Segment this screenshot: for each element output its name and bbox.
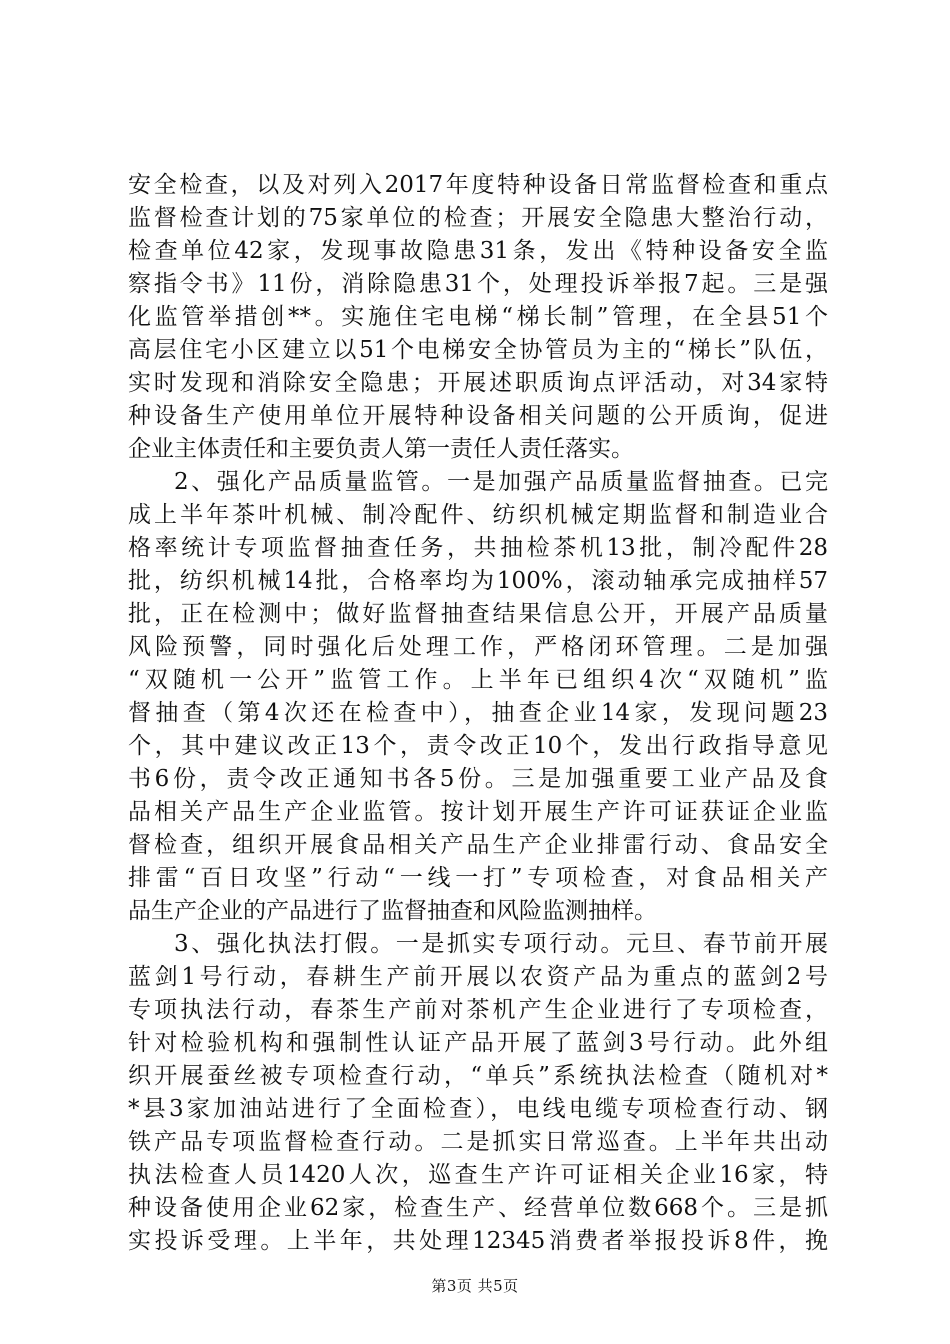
- text-line: 针对检验机构和强制性认证产品开展了蓝剑3号行动。此外组: [128, 1030, 828, 1056]
- text-line: 书6份，责令改正通知书各5份。三是加强重要工业产品及食: [128, 766, 828, 792]
- text-line: 化监管举措创**。实施住宅电梯“梯长制”管理，在全县51个: [128, 304, 828, 330]
- text-line: 监督检查计划的75家单位的检查；开展安全隐患大整治行动，: [128, 205, 828, 231]
- page-footer: 第3页 共5页: [431, 1277, 519, 1295]
- text-line: 督检查，组织开展食品相关产品生产企业排雷行动、食品安全: [128, 832, 828, 858]
- text-line: 排雷“百日攻坚”行动“一线一打”专项检查，对食品相关产: [128, 865, 828, 891]
- text-line: 实投诉受理。上半年，共处理12345消费者举报投诉8件，挽: [128, 1228, 828, 1254]
- text-line: 品相关产品生产企业监管。按计划开展生产许可证获证企业监: [128, 799, 828, 825]
- text-line: “双随机一公开”监管工作。上半年已组织4次“双随机”监: [128, 667, 828, 693]
- text-line: 风险预警，同时强化后处理工作，严格闭环管理。二是加强: [128, 634, 828, 660]
- text-line: 品生产企业的产品进行了监督抽查和风险监测抽样。: [128, 898, 657, 924]
- text-line: 检查单位42家，发现事故隐患31条，发出《特种设备安全监: [128, 238, 828, 264]
- text-line: 格率统计专项监督抽查任务，共抽检茶机13批，制冷配件28: [128, 535, 828, 561]
- body-text: [128, 169, 828, 1258]
- text-line: 织开展蚕丝被专项检查行动，“单兵”系统执法检查（随机对*: [128, 1063, 828, 1089]
- text-line: 种设备使用企业62家，检查生产、经营单位数668个。三是抓: [128, 1195, 828, 1221]
- text-line: 铁产品专项监督检查行动。二是抓实日常巡查。上半年共出动: [128, 1129, 828, 1155]
- text-line: 批，纺织机械14批，合格率均为100%，滚动轴承完成抽样57: [128, 568, 828, 594]
- text-line: 实时发现和消除安全隐患；开展述职质询点评活动，对34家特: [128, 370, 828, 396]
- text-line: 执法检查人员1420人次，巡查生产许可证相关企业16家，特: [128, 1162, 828, 1188]
- text-line: 成上半年茶叶机械、制冷配件、纺织机械定期监督和制造业合: [128, 502, 828, 528]
- text-line: 安全检查，以及对列入2017年度特种设备日常监督检查和重点: [128, 172, 828, 198]
- text-line: 2、强化产品质量监管。一是加强产品质量监督抽查。已完: [174, 469, 828, 495]
- text-line: 3、强化执法打假。一是抓实专项行动。元旦、春节前开展: [174, 931, 828, 957]
- text-line: 督抽查（第4次还在检查中），抽查企业14家，发现问题23: [128, 700, 828, 726]
- text-line: 企业主体责任和主要负责人第一责任人责任落实。: [128, 436, 634, 462]
- text-line: 个，其中建议改正13个，责令改正10个，发出行政指导意见: [128, 733, 828, 759]
- text-line: 专项执法行动，春茶生产前对茶机产生企业进行了专项检查，: [128, 997, 828, 1023]
- text-line: 高层住宅小区建立以51个电梯安全协管员为主的“梯长”队伍，: [128, 337, 828, 363]
- text-line: 种设备生产使用单位开展特种设备相关问题的公开质询，促进: [128, 403, 828, 429]
- text-line: 批，正在检测中；做好监督抽查结果信息公开，开展产品质量: [128, 601, 828, 627]
- text-line: *县3家加油站进行了全面检查），电线电缆专项检查行动、钢: [128, 1096, 828, 1122]
- text-line: 察指令书》11份，消除隐患31个，处理投诉举报7起。三是强: [128, 271, 828, 297]
- text-line: 蓝剑1号行动，春耕生产前开展以农资产品为重点的蓝剑2号: [128, 964, 828, 990]
